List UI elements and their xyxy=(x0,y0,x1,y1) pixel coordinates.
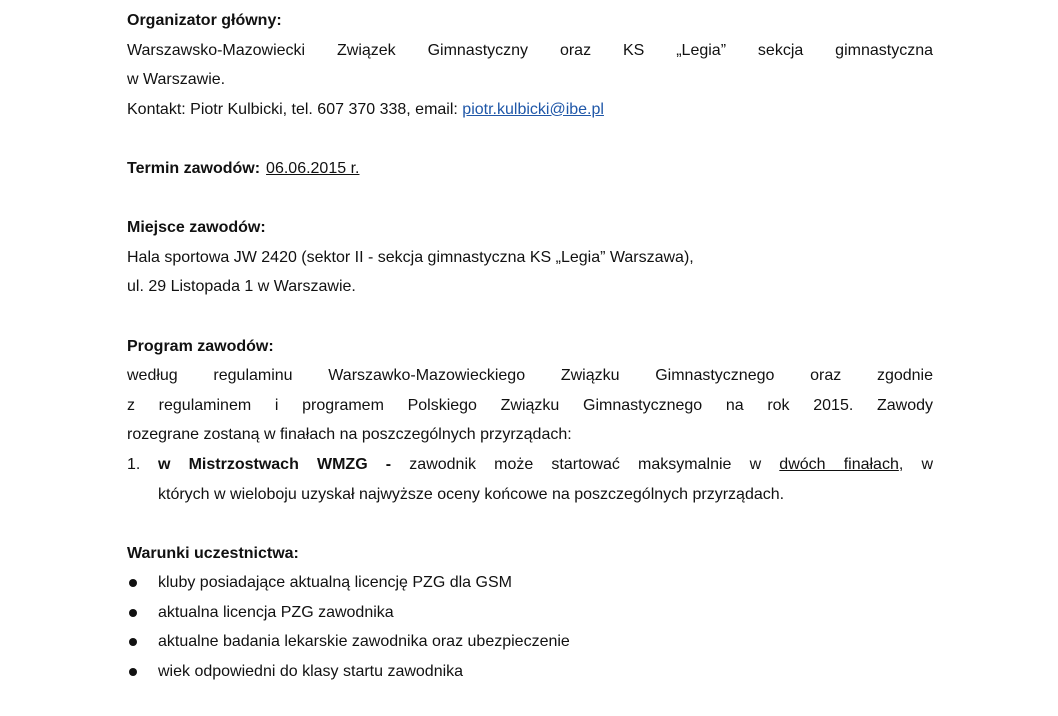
date-section xyxy=(127,154,933,184)
program-line-2: z regulaminem i programem Polskiego Związku Gimnastycznego na rok 2015. Zawody xyxy=(127,396,933,414)
list-item xyxy=(127,627,933,657)
list-item-line-1 xyxy=(158,450,933,480)
condition-text: kluby posiadające aktualną licencję PZG dla GSM xyxy=(158,574,512,592)
date-line xyxy=(127,154,933,184)
bullet-icon xyxy=(129,579,137,587)
program-heading: Program zawodów: xyxy=(127,337,274,355)
document-page xyxy=(127,6,933,716)
bullet-icon xyxy=(129,638,137,646)
program-section xyxy=(127,332,933,510)
email-link[interactable]: piotr.kulbicki@ibe.pl xyxy=(462,100,604,118)
date-value: 06.06.2015 r. xyxy=(266,159,360,177)
contact-prefix: Kontakt: Piotr Kulbicki, tel. 607 370 338, email: xyxy=(127,100,463,118)
list-item xyxy=(127,568,933,598)
list-item-text: zawodnik może startować maksymalnie w xyxy=(391,455,780,473)
conditions-list xyxy=(127,568,933,686)
condition-text: aktualne badania lekarskie zawodnika oraz ubezpieczenie xyxy=(158,633,570,651)
program-line-3: rozegrane zostaną w finałach na poszczególnych przyrządach: xyxy=(127,426,572,444)
list-item-bold: w Mistrzostwach WMZG - xyxy=(158,455,392,473)
venue-line-2: ul. 29 Listopada 1 w Warszawie. xyxy=(127,278,356,296)
list-item-underlined: dwóch finałach xyxy=(779,455,899,473)
organizer-section xyxy=(127,6,933,124)
program-line-1: według regulaminu Warszawko-Mazowieckiego Związku Gimnastycznego oraz zgodnie xyxy=(127,367,933,385)
list-item xyxy=(127,598,933,628)
organizer-heading: Organizator główny: xyxy=(127,12,282,29)
organizer-line-1: Warszawsko-Mazowiecki Związek Gimnastyczny oraz KS „Legia” sekcja gimnastyczna xyxy=(127,41,933,59)
conditions-section xyxy=(127,539,933,687)
venue-section xyxy=(127,213,933,302)
list-item xyxy=(127,657,933,687)
condition-text: wiek odpowiedni do klasy startu zawodnika xyxy=(158,663,464,681)
list-item-text-after: , w xyxy=(898,455,934,473)
date-heading: Termin zawodów: xyxy=(127,159,261,177)
program-list-item xyxy=(127,450,933,509)
bullet-icon xyxy=(129,609,137,617)
contact-line xyxy=(127,95,933,125)
organizer-line-2: w Warszawie. xyxy=(127,71,226,89)
condition-text: aktualna licencja PZG zawodnika xyxy=(158,603,394,621)
venue-heading: Miejsce zawodów: xyxy=(127,219,266,237)
venue-line-1: Hala sportowa JW 2420 (sektor II - sekcja gimnastyczna KS „Legia” Warszawa), xyxy=(127,248,694,266)
conditions-heading: Warunki uczestnictwa: xyxy=(127,544,299,562)
list-item-number: 1. xyxy=(127,455,141,473)
list-item-line-2: których w wieloboju uzyskał najwyższe oceny końcowe na poszczególnych przyrządach. xyxy=(158,485,785,503)
